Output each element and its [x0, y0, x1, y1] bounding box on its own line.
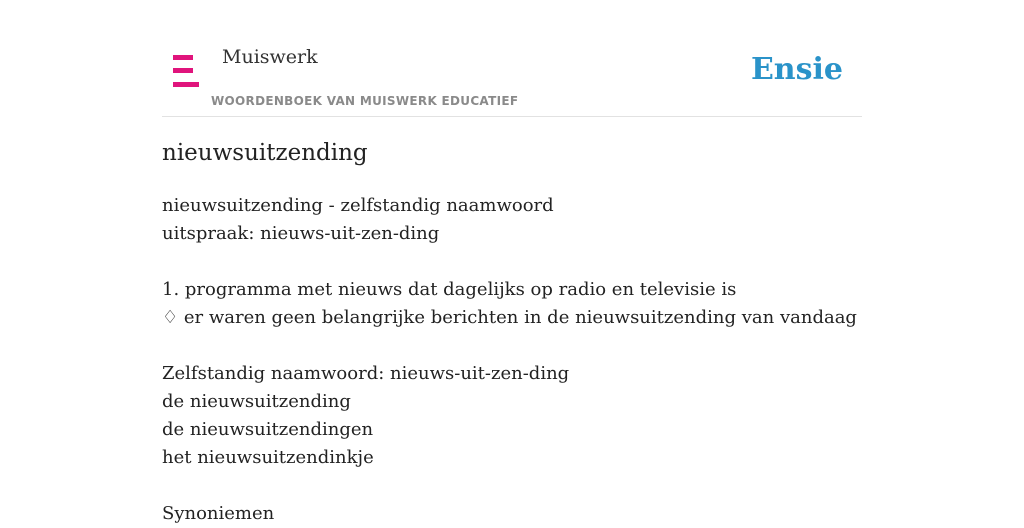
entry-body	[162, 192, 862, 528]
site-subtitle: WOORDENBOEK VAN MUISWERK EDUCATIEF	[211, 94, 519, 108]
logo-bar-bottom	[173, 82, 199, 87]
entry-definition-line: 1. programma met nieuws dat dagelijks op radio en televisie is	[162, 279, 737, 300]
blank-line	[162, 248, 862, 276]
entry-singular-form: de nieuwsuitzending	[162, 391, 351, 412]
logo-bar-middle	[173, 68, 193, 73]
muiswerk-logo-icon[interactable]	[173, 55, 199, 87]
entry-pronunciation-line: uitspraak: nieuws-uit-zen-ding	[162, 223, 440, 244]
entry-example-line: ♢ er waren geen belangrijke berichten in de nieuwsuitzending van vandaag	[162, 307, 857, 328]
entry-title: nieuwsuitzending	[162, 140, 368, 166]
entry-diminutive-form: het nieuwsuitzendinkje	[162, 447, 374, 468]
logo-bar-top	[173, 55, 193, 60]
entry-plural-form: de nieuwsuitzendingen	[162, 419, 374, 440]
site-name[interactable]: Muiswerk	[222, 46, 318, 68]
entry-noun-syllables-line: Zelfstandig naamwoord: nieuws-uit-zen-ding	[162, 363, 570, 384]
synonyms-heading: Synoniemen	[162, 503, 275, 524]
blank-line	[162, 332, 862, 360]
blank-line	[162, 472, 862, 500]
site-header	[162, 0, 862, 117]
ensie-brand-logo[interactable]: Ensie	[750, 52, 843, 87]
entry-headword-line: nieuwsuitzending - zelfstandig naamwoord	[162, 195, 554, 216]
